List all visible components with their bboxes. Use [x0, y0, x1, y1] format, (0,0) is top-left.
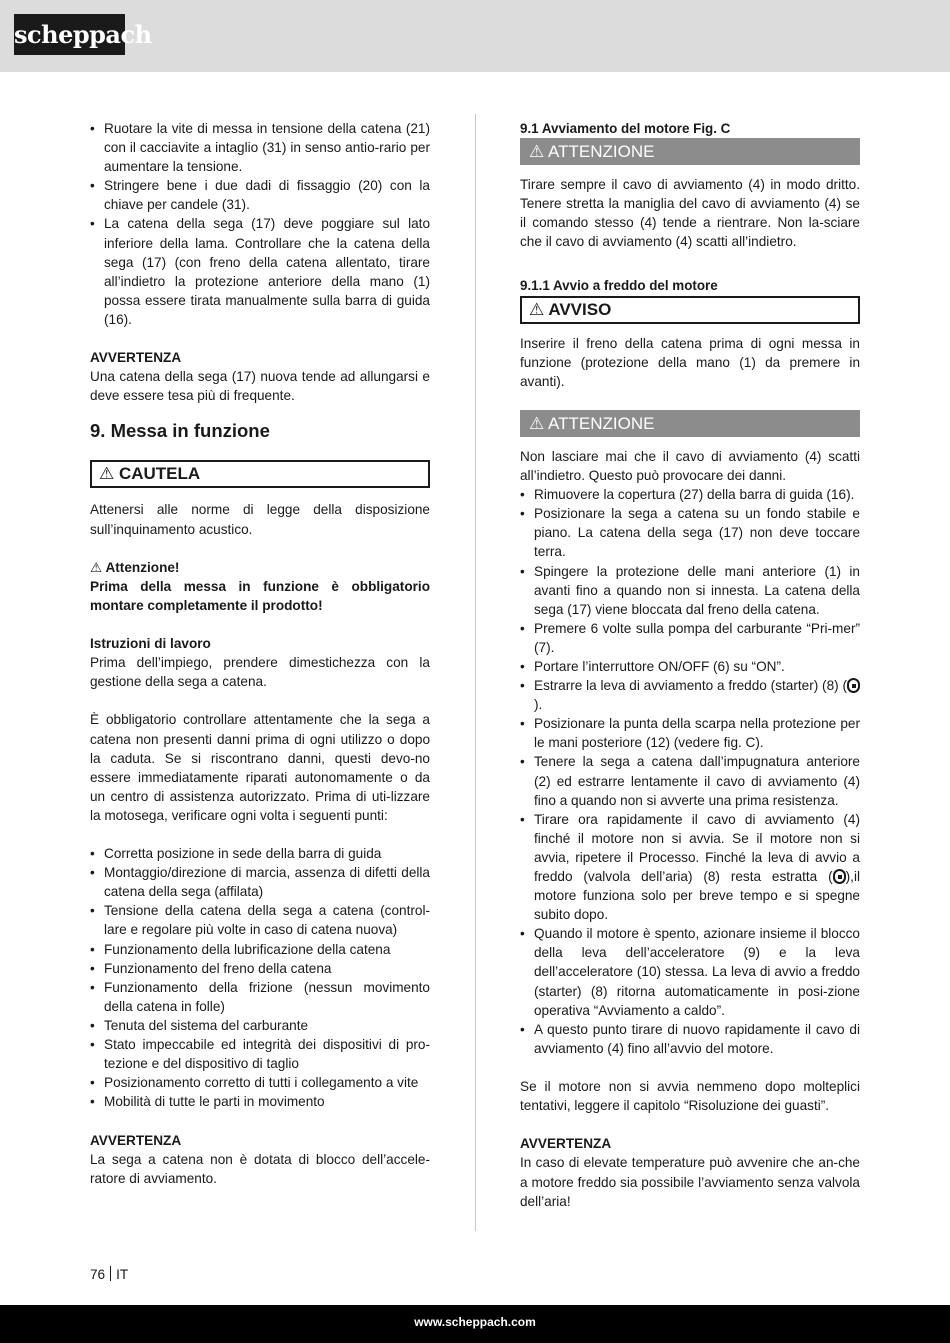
footer-bar: [0, 1305, 950, 1343]
list-item: • Ruotare la vite di messa in tensione della catena (21) con il cacciavite a intaglio (31) in senso antio-rario per aumentare la tensione.: [90, 119, 430, 176]
page-number: [90, 1265, 128, 1284]
list-item: • Stato impeccabile ed integrità dei dispositivi di pro-tezione e del dispositivo di taglio: [90, 1035, 430, 1073]
choke-icon: [833, 869, 846, 884]
list-item: • A questo punto tirare di nuovo rapidamente il cavo di avviamento (4) fino all’avvio del motore.: [520, 1020, 860, 1058]
list-item: • Tensione della catena della sega a catena (control-lare e regolare più volte in caso di catena nuova): [90, 901, 430, 939]
choke-icon: [847, 678, 860, 693]
page-header: [0, 0, 950, 72]
step-text: ).: [534, 697, 543, 713]
page-number-separator: [110, 1266, 111, 1281]
list-item: [520, 810, 860, 925]
warning-text: La sega a catena non è dotata di blocco dell’accele-ratore di avviamento.: [90, 1151, 430, 1186]
list-item: • La catena della sega (17) deve poggiare sul lato inferiore della lama. Controllare che la catena della sega (17) (con freno della catena allentato, tirare all’indietro la protezione anteriore della mano (1) possa essere tirata manualmente sulla barra di guida (16).: [90, 214, 430, 329]
list-item: • Stringere bene i due dadi di fissaggio (20) con la chiave per candele (31).: [90, 176, 430, 214]
list-item: • Funzionamento della frizione (nessun movimento della catena in folle): [90, 978, 430, 1016]
list-item: • Tenuta del sistema del carburante: [90, 1016, 430, 1035]
warning-title: AVVERTENZA: [520, 1136, 612, 1152]
list-item: • Posizionare la sega a catena su un fondo stabile e piano. La catena della sega (17) non deve toccare terra.: [520, 504, 860, 561]
inspection-text: È obbligatorio controllare attentamente che la sega a catena non presenti danni prima di ogni utilizzo o dopo la caduta. Se si riscontrano danni, questi devo-no essere immediatamente riparati autonomamente o da un centro di assistenza autorizzato. Prima di uti-lizzare la motosega, verificare ogni volta i seguenti punti:: [90, 712, 430, 823]
work-instructions-text: Prima dell’impiego, prendere dimestichezza con la gestione della sega a catena.: [90, 655, 430, 690]
page-number-value: 76: [90, 1267, 106, 1282]
warning-title: AVVERTENZA: [90, 350, 182, 366]
website-link[interactable]: www.scheppach.com: [414, 1315, 536, 1329]
tension-steps-list: [90, 119, 430, 329]
left-column: [90, 119, 430, 1188]
list-item: • Spingere la protezione delle mani anteriore (1) in avanti fino a quando non si innesta. La catena della sega (17) viene bloccata dal freno della catena.: [520, 562, 860, 619]
attention-text: Prima della messa in funzione è obbligatorio montare completamente il prodotto!: [90, 578, 430, 613]
list-item: • Corretta posizione in sede della barra di guida: [90, 844, 430, 863]
list-item: • Posizionamento corretto di tutti i collegamento a vite: [90, 1073, 430, 1092]
list-item: • Posizionare la punta della scarpa nella protezione per le mani posteriore (12) (vedere fig. C).: [520, 714, 860, 752]
attenzione-notice: ⚠ ATTENZIONE: [520, 410, 860, 437]
step-text: ),il motore funziona solo per breve tempo e si spegne subito dopo.: [534, 869, 860, 923]
section-heading: 9. Messa in funzione: [90, 420, 270, 442]
step-text: Tirare ora rapidamente il cavo di avviamento (4) finché il motore non si avvia. Se il motore non si avvia, ripetere il Processo. Finché la leva di avvio a freddo (valvola dell’aria) (8) resta estratta (: [534, 811, 860, 884]
attenzione-text: Non lasciare mai che il cavo di avviamento (4) scatti all’indietro. Questo può provocare dei danni.: [520, 448, 860, 484]
list-item: • Montaggio/direzione di marcia, assenza di difetti della catena della sega (affilata): [90, 863, 430, 901]
list-item: • Tenere la sega a catena dall’impugnatura anteriore (2) ed estrarre lentamente il cavo di avviamento (4) fino a quando non si avverte una prima resistenza.: [520, 752, 860, 809]
avviso-text: Inserire il freno della catena prima di ogni messa in funzione (protezione della mano (1) da premere in avanti).: [520, 335, 860, 389]
work-instructions-title: Istruzioni di lavoro: [90, 636, 211, 652]
cautela-text: Attenersi alle norme di legge della disposizione sull’inquinamento acustico.: [90, 502, 430, 537]
warning-text: Una catena della sega (17) nuova tende ad allungarsi e deve essere tesa più di frequente.: [90, 369, 430, 404]
list-item: • Funzionamento della lubrificazione della catena: [90, 940, 430, 959]
attention-title: ⚠ Attenzione!: [90, 559, 180, 575]
list-item: • Premere 6 volte sulla pompa del carburante “Pri-mer” (7).: [520, 619, 860, 657]
cold-start-steps: [520, 485, 860, 1058]
troubleshoot-text: Se il motore non si avvia nemmeno dopo molteplici tentativi, leggere il capitolo “Risoluzione dei guasti”.: [520, 1079, 860, 1114]
language-code: IT: [116, 1267, 129, 1282]
avviso-notice: ⚠ AVVISO: [520, 296, 860, 324]
list-item: • Quando il motore è spento, azionare insieme il blocco della leva dell’acceleratore (9) e la leva dell’acceleratore (10) stessa. La leva di avvio a freddo (starter) (8) ritorna automaticamente in posi-zione operativa “Avviamento a caldo”.: [520, 924, 860, 1019]
list-item: • Funzionamento del freno della catena: [90, 959, 430, 978]
subsection-heading: 9.1.1 Avvio a freddo del motore: [520, 278, 718, 294]
list-item: • Portare l’interruttore ON/OFF (6) su “ON”.: [520, 657, 860, 676]
list-item: [520, 676, 860, 714]
column-divider: [475, 114, 476, 1231]
warning-text: In caso di elevate temperature può avvenire che an-che a motore freddo sia possibile l’avviamento senza valvola dell’aria!: [520, 1155, 860, 1209]
subsection-heading: 9.1 Avviamento del motore Fig. C: [520, 121, 731, 136]
list-item: • Rimuovere la copertura (27) della barra di guida (16).: [520, 485, 860, 504]
list-item: • Mobilità di tutte le parti in movimento: [90, 1092, 430, 1111]
inspection-checklist: [90, 844, 430, 1111]
cautela-notice: ⚠ CAUTELA: [90, 460, 430, 488]
warning-title: AVVERTENZA: [90, 1132, 182, 1148]
attenzione-text: Tirare sempre il cavo di avviamento (4) in modo dritto. Tenere stretta la maniglia del cavo di avviamento (4) se il comando stesso (4) tende a rientrare. Non la-sciare che il cavo di avviamento (4) scatti all’indietro.: [520, 177, 860, 250]
scheppach-logo: scheppach: [14, 14, 125, 55]
step-text: Estrarre la leva di avviamento a freddo (starter) (8) (: [534, 678, 847, 694]
right-column: [520, 119, 860, 1211]
attenzione-notice: ⚠ ATTENZIONE: [520, 138, 860, 165]
